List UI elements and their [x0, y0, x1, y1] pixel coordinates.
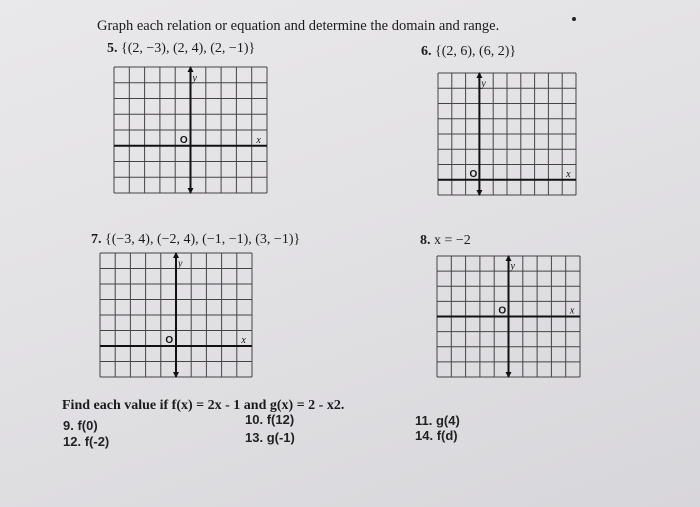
find-item-11: 11. g(4): [415, 413, 460, 428]
graph-8: [436, 255, 587, 384]
problem-number: 7.: [91, 232, 102, 247]
x-axis-label: x: [256, 134, 261, 146]
problem-6: [421, 44, 516, 60]
problem-7: [91, 232, 300, 248]
graph-7: [99, 252, 259, 384]
origin-label: O: [179, 134, 188, 146]
problem-text: {(−3, 4), (−2, 4), (−1, −1), (3, −1)}: [105, 232, 301, 247]
x-axis-label: x: [569, 305, 575, 317]
x-axis-label: x: [566, 168, 571, 180]
y-axis-label: y: [192, 72, 197, 84]
problem-text: {(2, 6), (6, 2)}: [435, 44, 517, 59]
x-axis-label: x: [241, 335, 246, 346]
find-item-13: 13. g(-1): [245, 430, 295, 445]
problem-8: [420, 233, 471, 249]
problem-number: 6.: [421, 44, 432, 59]
graph-6: [437, 72, 583, 202]
find-item-9: 9. f(0): [63, 418, 98, 433]
problem-number: 5.: [107, 41, 118, 56]
y-axis-label: y: [178, 258, 183, 270]
page-mark: [572, 17, 576, 21]
find-item-14: 14. f(d): [415, 428, 458, 443]
graph-5: [113, 66, 274, 200]
origin-label: O: [165, 335, 174, 346]
origin-label: O: [469, 168, 478, 180]
problem-number: 8.: [420, 233, 431, 248]
problem-text: {(2, −3), (2, 4), (2, −1)}: [121, 41, 256, 56]
origin-label: O: [498, 305, 507, 317]
find-values-title: Find each value if f(x) = 2x - 1 and g(x) = 2 - x2.: [62, 398, 345, 413]
problem-text: x = −2: [434, 233, 471, 248]
problem-5: [107, 41, 255, 57]
y-axis-label: y: [510, 261, 515, 273]
find-item-10: 10. f(12): [245, 412, 295, 427]
y-axis-label: y: [481, 78, 486, 90]
find-item-12: 12. f(-2): [63, 434, 110, 449]
instructions: Graph each relation or equation and determine the domain and range.: [97, 18, 500, 34]
